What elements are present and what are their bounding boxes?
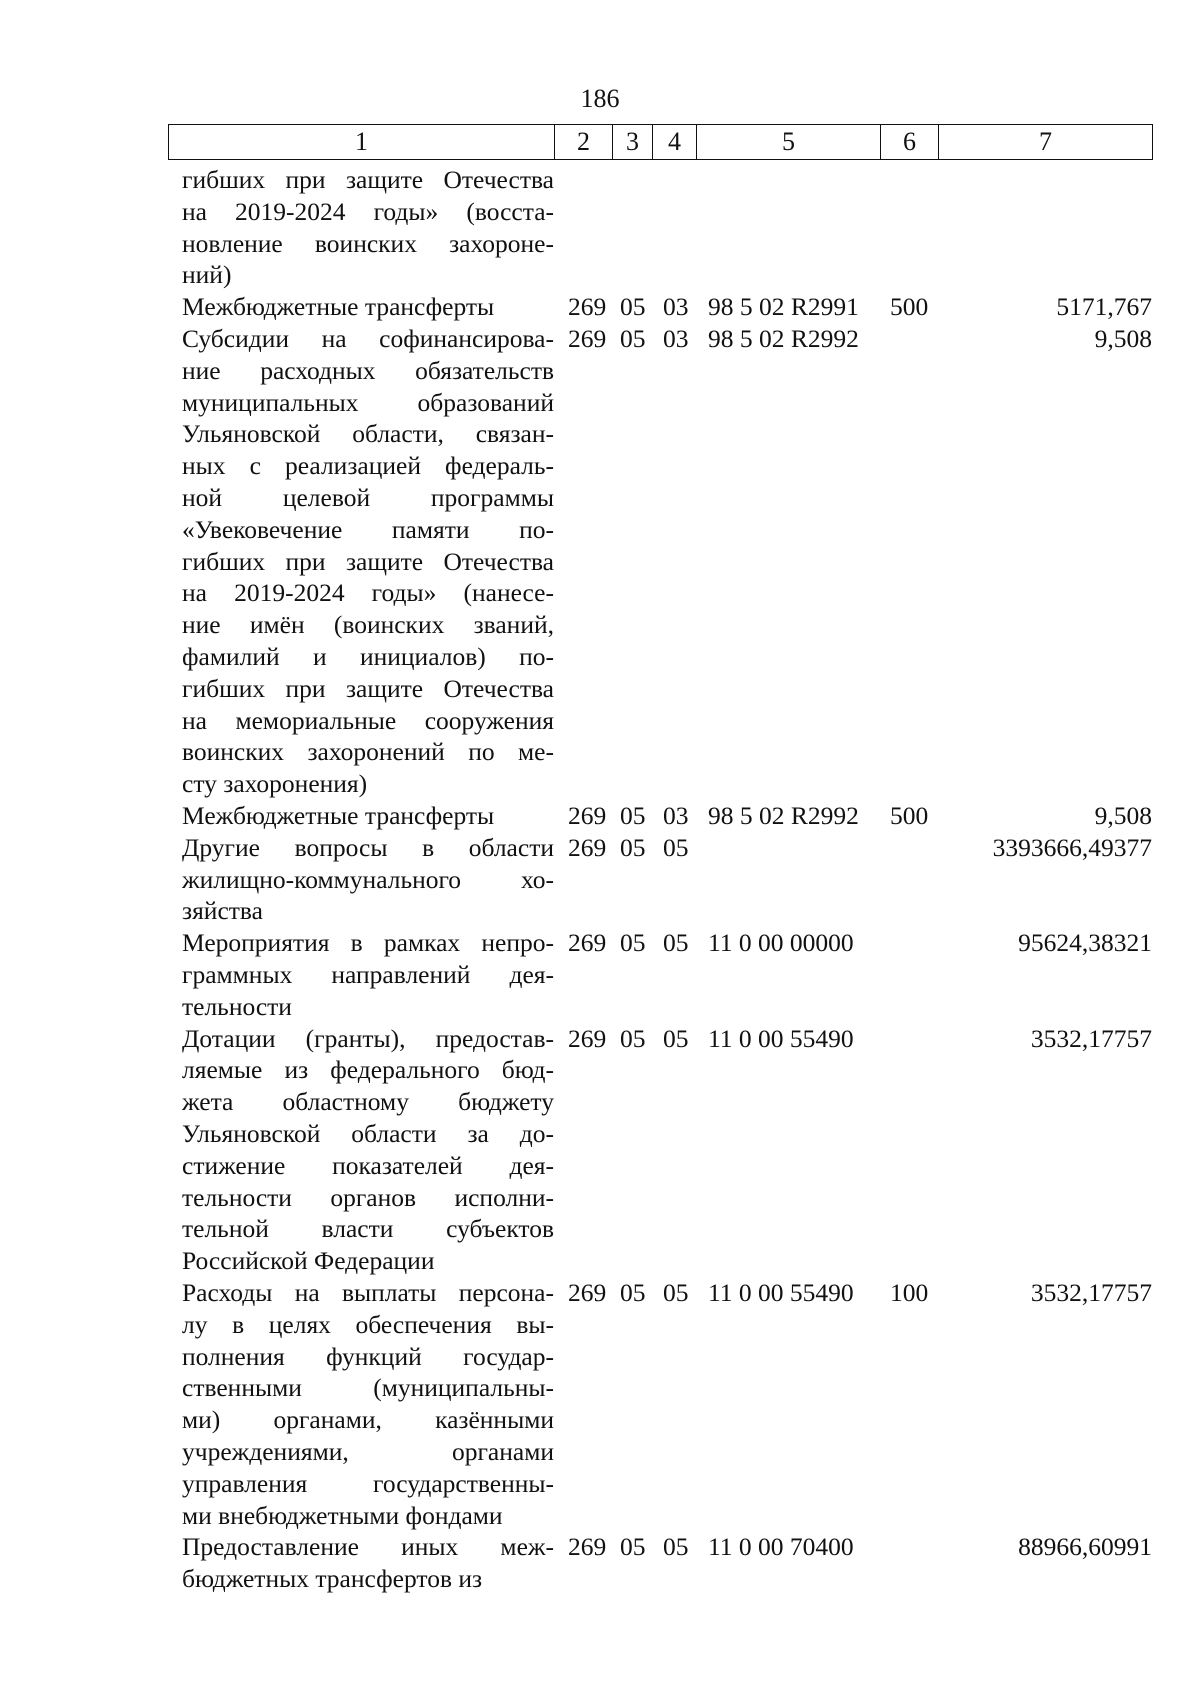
header-col-7: 7	[939, 125, 1153, 160]
description-line: фамилий и инициалов) по-	[182, 641, 554, 671]
header-col-5: 5	[697, 125, 881, 160]
description-line: граммных направлений дея-	[182, 959, 554, 989]
table-row	[0, 927, 1200, 1022]
description-line: ние имён (воинских званий,	[182, 610, 554, 640]
table-header	[168, 124, 1153, 160]
cell-col-3: 05	[620, 801, 646, 830]
cell-col-3: 05	[620, 1532, 646, 1562]
table-row	[0, 323, 1200, 800]
description-line: новление воинских захороне-	[182, 228, 554, 258]
description-line: Российской Федерации	[182, 1246, 435, 1276]
row-description	[182, 800, 554, 832]
cell-amount: 3393666,49377	[992, 832, 1152, 862]
cell-amount: 9,508	[1094, 324, 1152, 353]
description-line: Ульяновской области, связан-	[182, 419, 554, 449]
row-description	[182, 1023, 554, 1277]
cell-col-4: 05	[663, 1278, 689, 1307]
description-line: ной целевой программы	[182, 482, 554, 512]
description-line: «Увековечение памяти по-	[182, 514, 554, 544]
cell-amount: 5171,767	[1056, 292, 1152, 322]
description-line: муниципальных образований	[182, 387, 554, 417]
cell-col-5: 11 0 00 70400	[708, 1532, 854, 1562]
cell-col-6: 500	[890, 801, 929, 830]
description-line: стижение показателей дея-	[182, 1150, 554, 1180]
cell-col-2: 269	[568, 801, 607, 830]
cell-amount: 3532,17757	[1030, 1023, 1152, 1053]
description-line: тельности органов исполни-	[182, 1182, 554, 1212]
row-description	[182, 291, 554, 323]
header-col-2: 2	[555, 125, 613, 160]
cell-col-6: 500	[890, 292, 929, 322]
table-row	[0, 800, 1200, 832]
table-row	[0, 1023, 1200, 1277]
description-line: ми внебюджетными фондами	[182, 1500, 503, 1530]
row-description	[182, 1277, 554, 1531]
description-line: на 2019-2024 годы» (восста-	[182, 196, 554, 226]
cell-amount: 88966,60991	[1018, 1532, 1152, 1562]
cell-amount: 3532,17757	[1030, 1278, 1152, 1307]
cell-col-4: 05	[663, 928, 689, 958]
description-line: на 2019-2024 годы» (нанесе-	[182, 578, 554, 608]
cell-col-5: 98 5 02 R2992	[708, 801, 859, 830]
description-line: гибших при защите Отечества	[182, 673, 554, 703]
cell-col-5: 11 0 00 55490	[708, 1023, 854, 1053]
description-line: Ульяновской области за до-	[182, 1118, 554, 1148]
cell-amount: 9,508	[1094, 801, 1152, 830]
header-col-6: 6	[881, 125, 939, 160]
cell-col-4: 03	[663, 801, 689, 830]
table-row	[0, 164, 1200, 291]
cell-col-3: 05	[620, 832, 646, 862]
cell-col-4: 03	[663, 292, 689, 322]
description-line: гибших при защите Отечества	[182, 165, 554, 194]
cell-col-2: 269	[568, 1023, 607, 1053]
cell-col-2: 269	[568, 292, 607, 322]
cell-col-2: 269	[568, 324, 607, 353]
description-line: Межбюджетные трансферты	[182, 292, 495, 322]
row-description	[182, 927, 554, 1022]
description-line: Дотации (гранты), предостав-	[182, 1023, 554, 1053]
description-line: бюджетных трансфертов из	[182, 1564, 483, 1594]
cell-col-4: 05	[663, 1023, 689, 1053]
description-line: ние расходных обязательств	[182, 355, 554, 385]
row-description	[182, 323, 554, 800]
description-line: ственными (муниципальны-	[182, 1373, 554, 1403]
table-row	[0, 832, 1200, 927]
row-description	[182, 164, 554, 291]
cell-col-4: 05	[663, 832, 689, 862]
cell-col-2: 269	[568, 1278, 607, 1307]
table-row	[0, 291, 1200, 323]
cell-col-3: 05	[620, 324, 646, 353]
table-row	[0, 1277, 1200, 1531]
cell-col-3: 05	[620, 1278, 646, 1307]
description-line: лу в целях обеспечения вы-	[182, 1309, 554, 1339]
cell-col-5: 11 0 00 00000	[708, 928, 854, 958]
cell-col-3: 05	[620, 1023, 646, 1053]
header-col-3: 3	[613, 125, 653, 160]
description-line: Предоставление иных меж-	[182, 1532, 554, 1562]
description-line: полнения функций государ-	[182, 1341, 554, 1371]
cell-col-3: 05	[620, 292, 646, 322]
description-line: зяйства	[182, 896, 263, 926]
cell-col-5: 11 0 00 55490	[708, 1278, 854, 1307]
cell-col-2: 269	[568, 1532, 607, 1562]
description-line: Другие вопросы в области	[182, 832, 554, 862]
description-line: воинских захоронений по ме-	[182, 737, 554, 767]
cell-amount: 95624,38321	[1018, 928, 1152, 958]
description-line: тельности	[182, 991, 292, 1021]
description-line: ляемые из федерального бюд-	[182, 1055, 554, 1085]
description-line: ми) органами, казёнными	[182, 1405, 554, 1435]
description-line: гибших при защите Отечества	[182, 546, 554, 576]
cell-col-4: 03	[663, 324, 689, 353]
description-line: Расходы на выплаты персона-	[182, 1278, 554, 1307]
description-line: учреждениями, органами	[182, 1436, 554, 1466]
description-line: управления государственны-	[182, 1468, 554, 1498]
description-line: жилищно-коммунального хо-	[182, 864, 554, 894]
table-row	[0, 1531, 1200, 1595]
page-number: 186	[580, 84, 620, 113]
cell-col-4: 05	[663, 1532, 689, 1562]
cell-col-3: 05	[620, 928, 646, 958]
cell-col-5: 98 5 02 R2991	[708, 292, 859, 322]
description-line: сту захоронения)	[182, 769, 368, 799]
cell-col-2: 269	[568, 928, 607, 958]
description-line: Межбюджетные трансферты	[182, 801, 495, 830]
header-col-1: 1	[169, 125, 555, 160]
description-line: тельной власти субъектов	[182, 1214, 554, 1244]
description-line: ний)	[182, 260, 232, 290]
description-line: ных с реализацией федераль-	[182, 451, 554, 481]
row-description	[182, 1531, 554, 1595]
description-line: Субсидии на софинансирова-	[182, 324, 554, 353]
description-line: жета областному бюджету	[182, 1087, 554, 1117]
description-line: на мемориальные сооружения	[182, 705, 554, 735]
cell-col-2: 269	[568, 832, 607, 862]
cell-col-6: 100	[890, 1278, 929, 1307]
header-col-4: 4	[653, 125, 697, 160]
cell-col-5: 98 5 02 R2992	[708, 324, 859, 353]
description-line: Мероприятия в рамках непро-	[182, 928, 554, 958]
row-description	[182, 832, 554, 927]
